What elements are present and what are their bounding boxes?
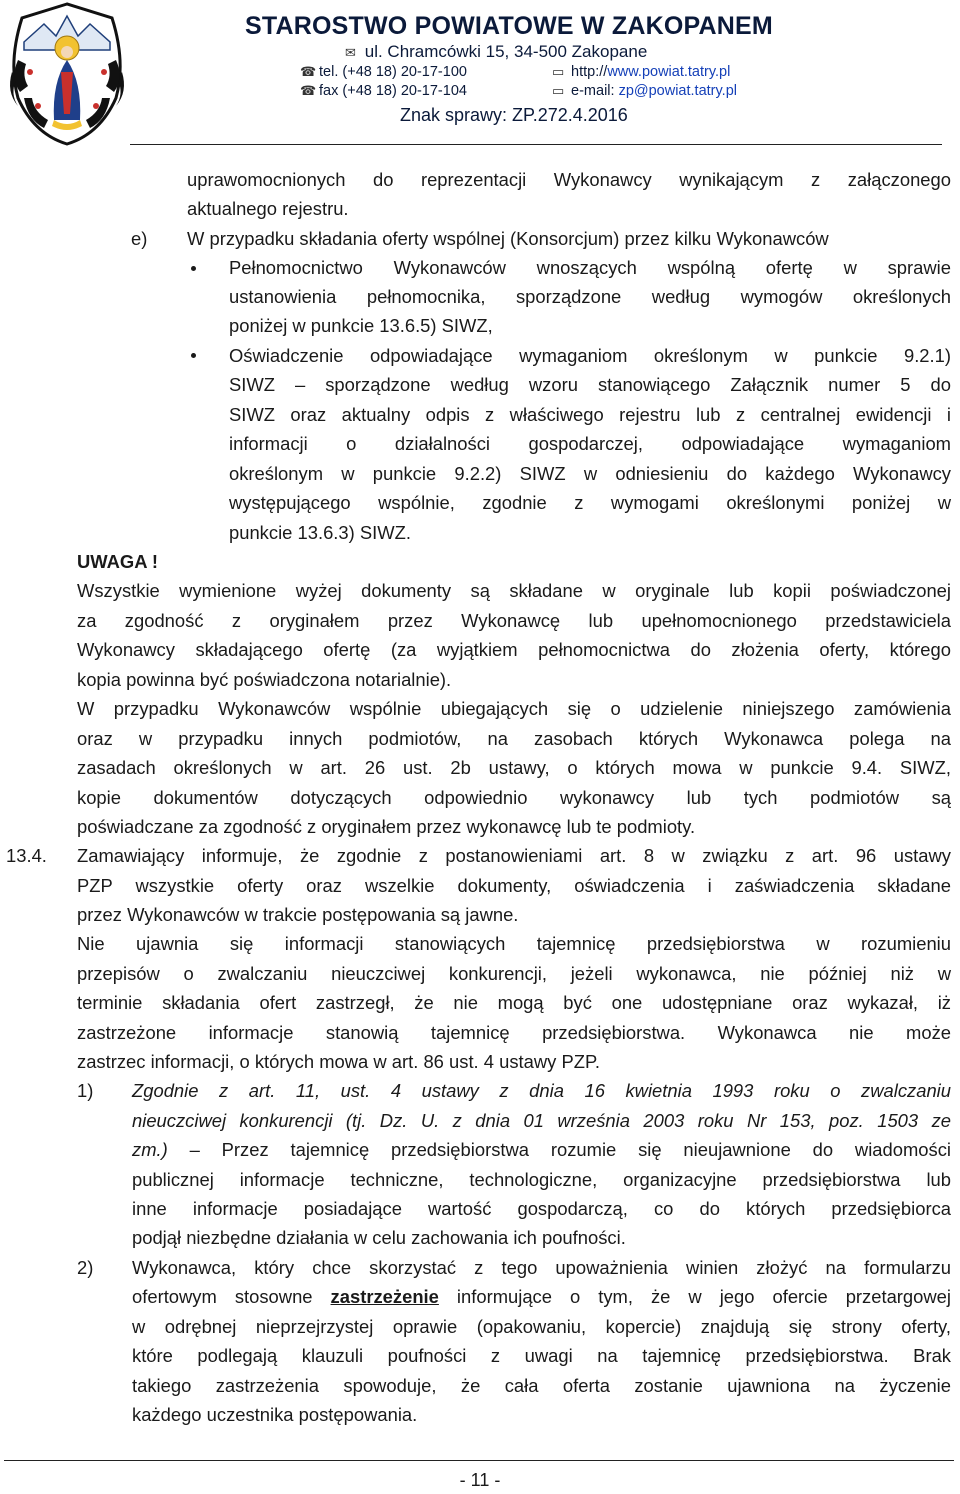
text-line: każdego uczestnika postępowania.: [132, 1404, 418, 1425]
computer-icon: ▭: [552, 83, 565, 98]
text-line: Zgodnie z art. 11, ust. 4 ustawy z dnia 16 kwietnia 1993 roku o zwalczaniu: [132, 1080, 951, 1101]
phone-line: ☎ tel. (+48 18) 20-17-100: [300, 64, 467, 80]
text-line: Wykonawca, który chce skorzystać z tego upoważnienia winien złożyć na formularzu: [132, 1257, 951, 1278]
text-line: SIWZ oraz aktualny odpis z właściwego rejestru lub z centralnej ewidencji i: [229, 404, 951, 425]
text-line: zm.) – Przez tajemnicę przedsiębiorstwa rozumie się nieujawnione do wiadomości: [132, 1139, 951, 1160]
text-line: nieuczciwej konkurencji (tj. Dz. U. z dnia 01 września 2003 roku Nr 153, poz. 1503 ze: [132, 1110, 951, 1131]
list-marker: 2): [77, 1257, 94, 1278]
text-line: które podlegają klauzuli poufności z uwagi na tajemnicę przedsiębiorstwa. Brak: [132, 1345, 951, 1366]
text-line: zastrzeżone informacje stanowią tajemnicę przedsiębiorstwa. Wykonawca nie może: [77, 1022, 951, 1043]
text-line: Pełnomocnictwo Wykonawców wnoszących wspólną ofertę w sprawie: [229, 257, 951, 278]
text-line: ofertowym stosowne zastrzeżenie informujące o tym, że w jego ofercie przetargowej: [132, 1286, 951, 1307]
text-line: zastrzec informacji, o których mowa w art. 86 ust. 4 ustawy PZP.: [77, 1051, 600, 1072]
footer-divider: [4, 1460, 954, 1461]
warning-heading: UWAGA !: [77, 551, 159, 572]
text-line: poniżej w punkcie 13.6.5) SIWZ,: [229, 315, 493, 336]
list-marker: e): [131, 228, 148, 249]
page-number: - 11 -: [459, 1470, 501, 1490]
text-line: inne informacje posiadające wartość gospodarczą, co do których przedsiębiorca: [132, 1198, 951, 1219]
crest-icon: [4, 2, 130, 146]
text-line: kopia powinna być poświadczona notarialnie).: [77, 669, 452, 690]
envelope-icon: ✉: [345, 45, 356, 60]
text-line: Nie ujawnia się informacji stanowiących tajemnicę przedsiębiorstwa w rozumieniu: [77, 933, 951, 954]
text-line: terminie składania ofert zastrzegł, że nie mogą być one udostępniane oraz wykazał, iż: [77, 992, 951, 1013]
text-line: publicznej informacje techniczne, technologiczne, organizacyjne przedsiębiorstwa lub: [132, 1169, 951, 1190]
case-number: Znak sprawy: ZP.272.4.2016: [400, 105, 628, 125]
header-divider: [130, 144, 942, 145]
phone-icon: ☎: [300, 83, 317, 98]
fax-line: ☎ fax (+48 18) 20-17-104: [300, 83, 467, 99]
text-line: SIWZ – sporządzone według wzoru stanowiącego Załącznik numer 5 do: [229, 374, 951, 395]
bullet-icon: [191, 266, 196, 271]
text-line: oraz w przypadku innych podmiotów, na zasobach których Wykonawca polega na: [77, 728, 951, 749]
text-line: przepisów o zwalczaniu nieuczciwej konkurencji, jeżeli wykonawca, nie później niż w: [77, 963, 951, 984]
text-line: kopie dokumentów dotyczących odpowiednio wykonawcy lub tych podmiotów są: [77, 787, 951, 808]
text-line: za zgodność z oryginałem przez Wykonawcę lub upełnomocnionego przedstawiciela: [77, 610, 951, 631]
text-line: Oświadczenie odpowiadające wymaganiom określonym w punkcie 9.2.1): [229, 345, 951, 366]
reservation-term: zastrzeżenie: [330, 1286, 439, 1307]
text-line: Zamawiający informuje, że zgodnie z postanowieniami art. 8 w związku z art. 96 ustawy: [77, 845, 951, 866]
list-marker: 1): [77, 1080, 94, 1101]
text-line: uprawomocnionych do reprezentacji Wykonawcy wynikającym z załączonego: [187, 169, 951, 190]
website-link[interactable]: www.powiat.tatry.pl: [607, 64, 731, 80]
text-line: Wszystkie wymienione wyżej dokumenty są składane w oryginale lub kopii poświadczonej: [77, 580, 951, 601]
text-line: zasadach określonych w art. 26 ust. 2b ustawy, o których mowa w punkcie 9.4. SIWZ,: [77, 757, 951, 778]
text-line: Wykonawcy składającego ofertę (za wyjątkiem pełnomocnictwa do złożenia oferty, którego: [77, 639, 951, 660]
text-line: takiego zastrzeżenia spowoduje, że cała oferta zostanie ujawniona na życzenie: [132, 1375, 951, 1396]
web-line: ▭ http://www.powiat.tatry.pl: [552, 64, 731, 80]
office-address: ✉ ul. Chramcówki 15, 34-500 Zakopane: [345, 42, 648, 61]
text-line: W przypadku Wykonawców wspólnie ubiegających się o udzielenie niniejszego zamówienia: [77, 698, 951, 719]
text-line: W przypadku składania oferty wspólnej (Konsorcjum) przez kilku Wykonawców: [187, 228, 829, 249]
text-line: punkcie 13.6.3) SIWZ.: [229, 522, 411, 543]
text-line: występującego wspólnie, zgodnie z wymogami określonymi poniżej w: [229, 492, 951, 513]
text-line: w odrębnej nieprzejrzystej oprawie (opakowaniu, kopercie) znajdują się strony oferty,: [132, 1316, 951, 1337]
text-line: PZP wszystkie oferty oraz wszelkie dokumenty, oświadczenia i zaświadczenia składane: [77, 875, 951, 896]
email-line: ▭ e-mail: zp@powiat.tatry.pl: [552, 83, 737, 99]
email-link[interactable]: zp@powiat.tatry.pl: [618, 83, 737, 99]
text-line: podjął niezbędne działania w celu zachowania ich poufności.: [132, 1227, 626, 1248]
bullet-icon: [191, 353, 196, 358]
text-line: przez Wykonawców w trakcie postępowania są jawne.: [77, 904, 519, 925]
text-line: ustanowienia pełnomocnika, sporządzone według wymogów określonych: [229, 286, 951, 307]
office-title: STAROSTWO POWIATOWE W ZAKOPANEM: [245, 12, 773, 40]
section-number: 13.4.: [6, 845, 47, 866]
text-line: określonym w punkcie 9.2.2) SIWZ w odniesieniu do każdego Wykonawcy: [229, 463, 951, 484]
text-line: poświadczane za zgodność z oryginałem przez wykonawcę lub te podmioty.: [77, 816, 696, 837]
letterhead: [0, 0, 960, 150]
phone-icon: ☎: [300, 64, 317, 79]
text-line: aktualnego rejestru.: [187, 198, 349, 219]
computer-icon: ▭: [552, 64, 565, 79]
text-line: informacji o działalności gospodarczej, odpowiadające wymaganiom: [229, 433, 951, 454]
